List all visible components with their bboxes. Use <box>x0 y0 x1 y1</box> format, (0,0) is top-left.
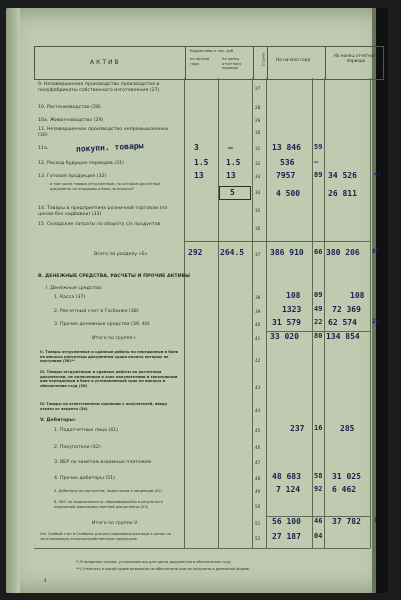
header-activ: АКТИВ <box>90 59 121 66</box>
page-fold <box>6 8 20 593</box>
total-v-label: Итого по группе V <box>92 521 138 526</box>
page-edge <box>376 8 388 593</box>
header-corrections <box>185 47 254 79</box>
section-v-title: В. ДЕНЕЖНЫЕ СРЕДСТВА, РАСЧЕТЫ И ПРОЧИЕ АКТИВЫ <box>38 274 190 279</box>
group-iii: III. Товары отгруженные и сданные работы по расчетным документам, не оплаченным в срок покупателями и заказчиками или переданным в банк в установленный срок на инкассо в обеспечение ссуд (36) <box>40 370 178 388</box>
header-end-period-col <box>325 47 384 79</box>
header-correction-title: Коррективы к нач. руб. <box>190 49 235 53</box>
header-line-col <box>253 47 268 79</box>
table-header <box>34 46 384 80</box>
row-label: 9. Незавершенное производство производства и полуфабрикаты собственного изготовления (27) <box>38 82 160 93</box>
group-ii: II. Товары отгруженные и сданные работы по переданным в банк на инкассо расчетным документам сроки оплаты которых не наступили (38)** <box>40 350 179 363</box>
debtors-title: V. Дебиторы: <box>40 418 76 423</box>
header-start-year-col <box>267 47 326 79</box>
header-col-start: на начало года <box>190 57 210 66</box>
balance-sheet-page: АКТИВ Коррективы к нач. руб. на начало года на конец отчетного периода Строка На начало года На конец отчетного периода 9. Незавершенное производство производства и полуфабрикаты собственного изготовления (27) 27 10. Растениеводство (28) 28 10а. Животноводство (29) 29 11. Незавершенное производство непромышленных (30) 30 11а. покупн. товары 3 — 31 13 846 59 12. Расход будущих периодов (31) 1.5 1.5 32 536 — 13. Готовая продукция (32) 13 13 33 7957 89 34 526 44 в том числе товары отгруженные, по которым расчетные документы не переданы в банк на инкассо* 5 34 4 500 26 811 14. Товары в предприятиях розничной торговли (по ценам без надбавки) (33) 35 15. Складские затраты по обороту с/х продуктов 36 Всего по разделу «Б» 292 264.5 37 386 910 66 380 206 85 В. ДЕНЕЖНЫЕ СРЕДСТВА, РАСЧЕТЫ И ПРОЧИЕ АКТИВЫ I. Денежные средства: 1. Касса (37) 38 108 09 108 2. Расчетный счет в Госбанке (38) 39 1323 49 72 369 3. Прочие денежные средства (39, 40) 40 31 579 22 62 574 22 Итого по группе I 41 33 020 80 134 854 II. Товары отгруженные и сданные работы по переданным в банк на инкассо расчетным документам сроки оплаты которых не наступили (38)** 42 III. Товары отгруженные и сданные работы по расчетным документам, не оплаченным в срок покупателями и заказчиками или переданным в банк в установленный срок на инкассо в обеспечение ссуд (36) 43 IV. Товары на ответственном хранении у покупателей, ввиду отказа от акцепта (36) 44 V. Дебиторы: 1. Подотчетные лица (41) 45 237 16 285 2. Покупатели (42) 46 3. ВБР по заметам взаимных платежей 47 4. Прочие дебиторы (51) 48 48 683 58 31 025 5. Дебиторы по растратам, недостачам и хищениям (52) 49 7 124 92 6 462 6. ОКС по задолженности, образовавшейся в результате нарушений финансово-сметной дисциплины (53) 50 Итого по группе V 51 56 100 46 37 782 1 VIа. Особый счет в Госбанке для регулирования разницы в ценах на заготовляемую сельскохозяйственную продукцию 52 27 187 04 *) В пределах сроков, установленных для сдачи документов в обеспечение ссуд. **) Отметить в какой сумме возможно не обеспечено или не получены в денежной форме. 4 <box>6 8 388 593</box>
header-line-no: Строка <box>261 52 266 66</box>
footnote-2: **) Отметить в какой сумме возможно не обеспечено или не получены в денежной форме. <box>76 567 250 571</box>
group-iv: IV. Товары на ответственном хранении у покупателей, ввиду отказа от акцепта (36) <box>40 402 168 411</box>
footnote-1: *) В пределах сроков, установленных для сдачи документов в обеспечение ссуд. <box>76 560 232 564</box>
header-start-year: На начало года <box>276 57 311 62</box>
header-col-end: на конец отчетного периода <box>222 57 242 70</box>
page-mark: 4 <box>44 578 47 583</box>
section-total-label: Всего по разделу «Б» <box>94 252 148 257</box>
handwritten-note: покупн. товары <box>75 141 144 154</box>
header-end-period: На конец отчетного периода <box>333 53 379 63</box>
via-row: VIа. Особый счет в Госбанке для регулирования разницы в ценах на заготовляемую сельскохозяйственную продукцию <box>40 532 171 541</box>
